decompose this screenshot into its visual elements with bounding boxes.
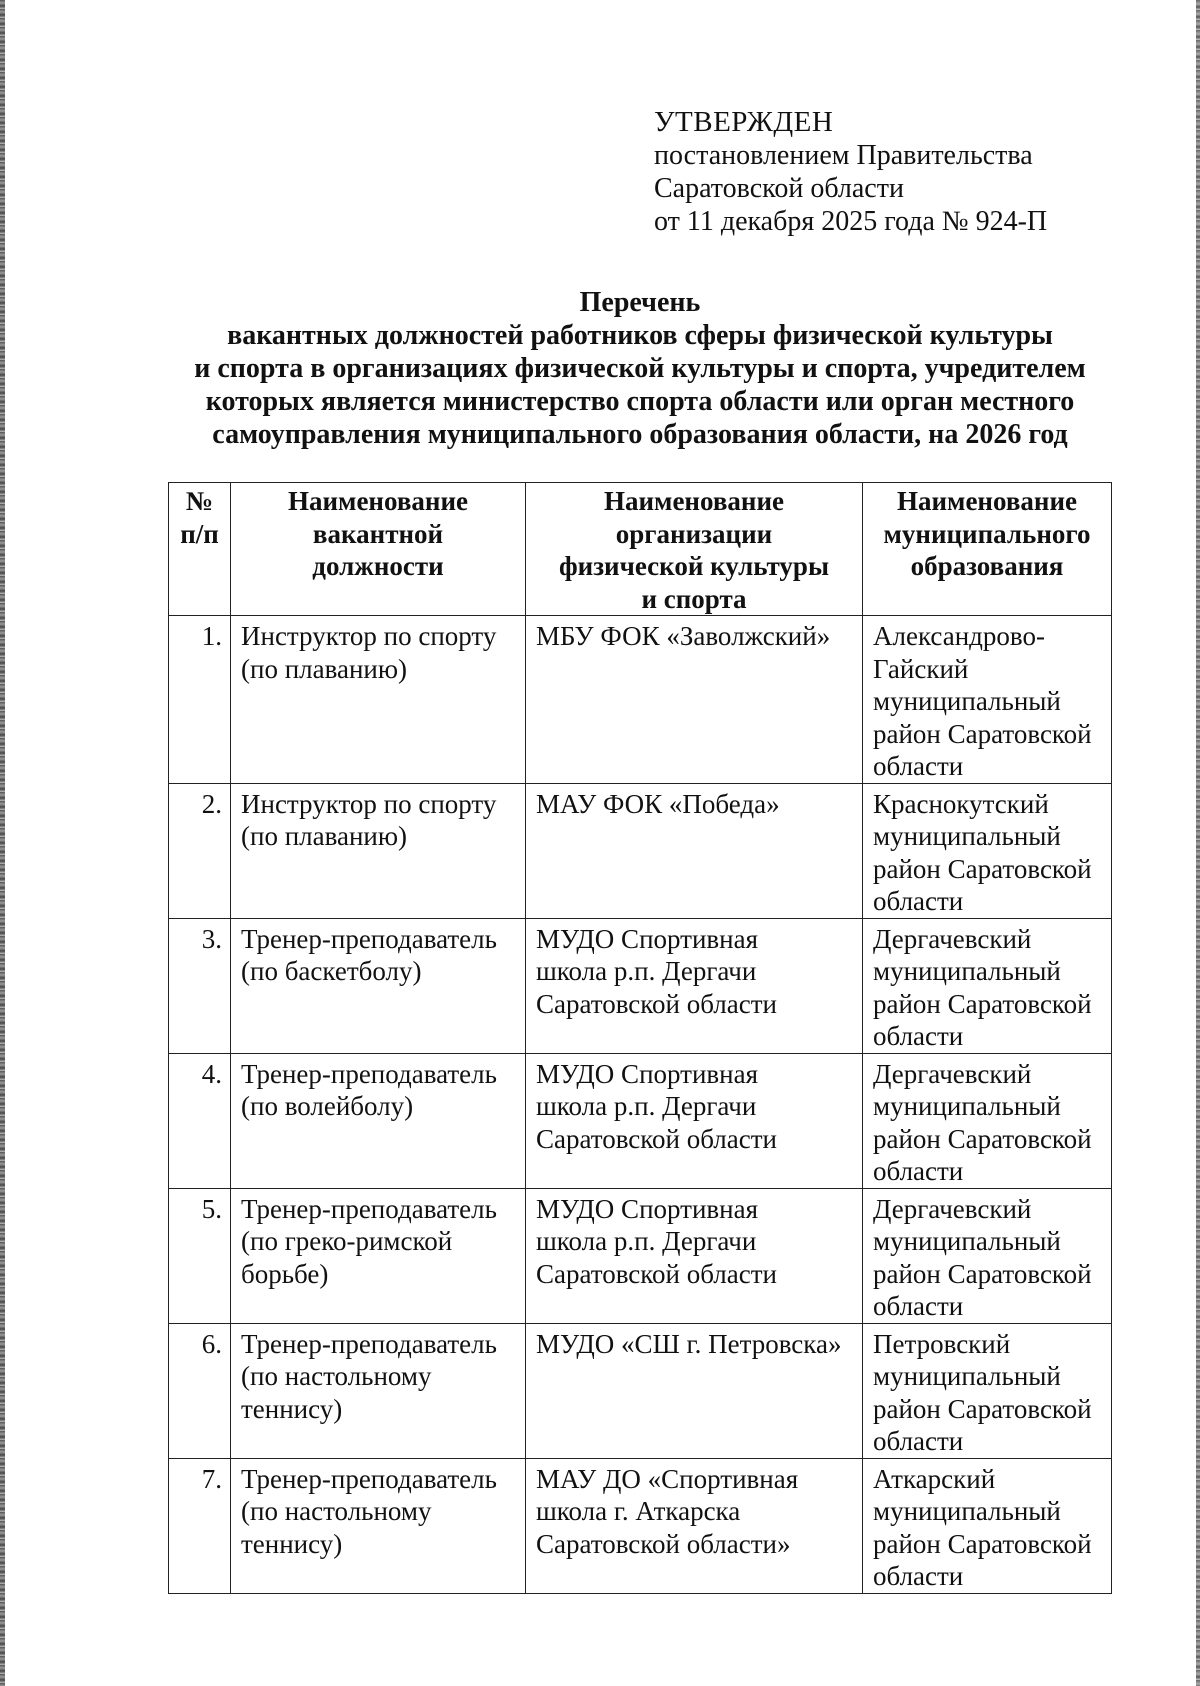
table-row (169, 783, 1112, 918)
cell-position-line: (по баскетболу) (241, 956, 422, 986)
cell-position-line: борьбе) (241, 1258, 329, 1289)
cell-organization-line: школа р.п. Дергачи (536, 1091, 757, 1121)
cell-organization (526, 918, 863, 1053)
cell-position-line: Тренер-преподаватель (241, 923, 497, 954)
cell-position (231, 1188, 526, 1323)
cell-municipality (863, 1323, 1112, 1458)
table-row (169, 1458, 1112, 1593)
cell-municipality (863, 783, 1112, 918)
cell-position (231, 783, 526, 918)
table-body (169, 616, 1112, 1594)
title-line-1: Перечень (579, 287, 701, 318)
cell-position-line: Инструктор по спорту (241, 621, 497, 651)
cell-number: 4. (169, 1053, 231, 1188)
cell-municipality (863, 1458, 1112, 1593)
title-line-4: которых является министерство спорта области или орган местного (205, 386, 1075, 417)
cell-number: 7. (169, 1458, 231, 1593)
table-row (169, 1188, 1112, 1323)
cell-organization-line: МУДО Спортивная (536, 1193, 759, 1224)
cell-position-line: Инструктор по спорту (241, 788, 497, 819)
cell-organization (526, 1323, 863, 1458)
cell-municipality-line: район Саратовской (873, 988, 1092, 1019)
title-line-2: вакантных должностей работников сферы физической культуры (227, 320, 1053, 351)
cell-municipality-line: муниципальный (873, 1496, 1061, 1526)
cell-organization-line: МУДО Спортивная (536, 923, 759, 954)
cell-municipality-line: Гайский (873, 653, 969, 684)
cell-municipality-line: области (873, 1156, 964, 1186)
cell-position-line: (по настольному (241, 1496, 432, 1526)
cell-organization (526, 1458, 863, 1593)
cell-organization-line: Саратовской области» (536, 1528, 791, 1559)
cell-position-line: Тренер-преподаватель (241, 1058, 497, 1089)
cell-number: 5. (169, 1188, 231, 1323)
cell-municipality-line: области (873, 1021, 964, 1051)
approval-heading: УТВЕРЖДЕН (654, 106, 834, 138)
cell-municipality-line: Дергачевский (873, 923, 1032, 954)
cell-municipality-line: муниципальный (873, 686, 1061, 716)
cell-organization-line: Саратовской области (536, 1123, 777, 1154)
cell-organization-line: Саратовской области (536, 988, 777, 1019)
cell-municipality-line: район Саратовской (873, 1393, 1092, 1424)
cell-municipality-line: район Саратовской (873, 1123, 1092, 1154)
cell-position-line: (по настольному (241, 1361, 432, 1391)
cell-municipality (863, 616, 1112, 784)
cell-organization (526, 1188, 863, 1323)
cell-municipality-line: Дергачевский (873, 1193, 1032, 1224)
approval-line-decree: постановлением Правительства (654, 140, 1033, 171)
cell-organization (526, 1053, 863, 1188)
cell-municipality-line: район Саратовской (873, 1528, 1092, 1559)
cell-position-line: Тренер-преподаватель (241, 1193, 497, 1224)
table-row (169, 616, 1112, 784)
cell-organization-line: Саратовской области (536, 1258, 777, 1289)
document-title (150, 286, 1130, 451)
cell-position-line: Тренер-преподаватель (241, 1328, 497, 1359)
title-line-3: и спорта в организациях физической культуры и спорта, учредителем (194, 353, 1086, 384)
header-organization: Наименование организации физической культуры и спорта (526, 483, 863, 616)
cell-municipality-line: муниципальный (873, 1091, 1061, 1121)
cell-municipality (863, 1188, 1112, 1323)
cell-number: 2. (169, 783, 231, 918)
cell-municipality-line: области (873, 1426, 964, 1456)
cell-organization-line: школа г. Аткарска (536, 1496, 741, 1526)
cell-number: 6. (169, 1323, 231, 1458)
vacancies-table (168, 482, 1112, 1594)
cell-position-line: (по плаванию) (241, 653, 408, 684)
approval-line-date: от 11 декабря 2025 года № 924-П (654, 206, 1048, 237)
cell-position (231, 1323, 526, 1458)
cell-organization-line: МАУ ДО «Спортивная (536, 1463, 799, 1494)
cell-municipality-line: муниципальный (873, 821, 1061, 851)
cell-municipality-line: муниципальный (873, 956, 1061, 986)
approval-stamp-block (654, 106, 1047, 238)
cell-municipality-line: области (873, 751, 964, 781)
header-position: Наименование вакантной должности (231, 483, 526, 616)
cell-organization (526, 616, 863, 784)
scan-edge-left (0, 0, 5, 1686)
cell-organization-line: школа р.п. Дергачи (536, 956, 757, 986)
cell-municipality (863, 918, 1112, 1053)
cell-organization (526, 783, 863, 918)
cell-position (231, 1458, 526, 1593)
cell-municipality-line: Дергачевский (873, 1058, 1032, 1089)
cell-municipality-line: район Саратовской (873, 718, 1092, 749)
table-header-row (169, 483, 1112, 616)
table-row (169, 1053, 1112, 1188)
cell-municipality-line: Александрово- (873, 621, 1045, 651)
cell-position-line: (по плаванию) (241, 821, 408, 851)
cell-municipality-line: области (873, 1561, 964, 1591)
cell-position-line: (по волейболу) (241, 1091, 414, 1121)
cell-position-line: Тренер-преподаватель (241, 1463, 497, 1494)
cell-organization-line: школа р.п. Дергачи (536, 1226, 757, 1256)
cell-organization-line: МУДО «СШ г. Петровска» (536, 1328, 842, 1359)
cell-municipality-line: муниципальный (873, 1361, 1061, 1391)
cell-municipality-line: муниципальный (873, 1226, 1061, 1256)
cell-position (231, 1053, 526, 1188)
cell-municipality-line: области (873, 886, 964, 916)
cell-number: 3. (169, 918, 231, 1053)
table-row (169, 1323, 1112, 1458)
cell-organization-line: МАУ ФОК «Победа» (536, 788, 780, 819)
cell-organization-line: МБУ ФОК «Заволжский» (536, 621, 831, 651)
cell-municipality-line: области (873, 1291, 964, 1321)
approval-line-region: Саратовской области (654, 173, 904, 204)
cell-position-line: теннису) (241, 1528, 343, 1559)
cell-position (231, 918, 526, 1053)
header-number: № п/п (169, 483, 231, 616)
cell-organization-line: МУДО Спортивная (536, 1058, 759, 1089)
cell-municipality-line: район Саратовской (873, 853, 1092, 884)
cell-position-line: (по греко-римской (241, 1226, 453, 1256)
cell-municipality (863, 1053, 1112, 1188)
cell-position (231, 616, 526, 784)
cell-municipality-line: Краснокутский (873, 788, 1049, 819)
cell-position-line: теннису) (241, 1393, 343, 1424)
table-row (169, 918, 1112, 1053)
scan-edge-right (1196, 0, 1200, 1686)
title-line-5: самоуправления муниципального образования области, на 2026 год (212, 419, 1068, 450)
cell-municipality-line: Петровский (873, 1328, 1011, 1359)
cell-municipality-line: Аткарский (873, 1463, 996, 1494)
cell-number: 1. (169, 616, 231, 784)
cell-municipality-line: район Саратовской (873, 1258, 1092, 1289)
header-municipality: Наименование муниципального образования (863, 483, 1112, 616)
